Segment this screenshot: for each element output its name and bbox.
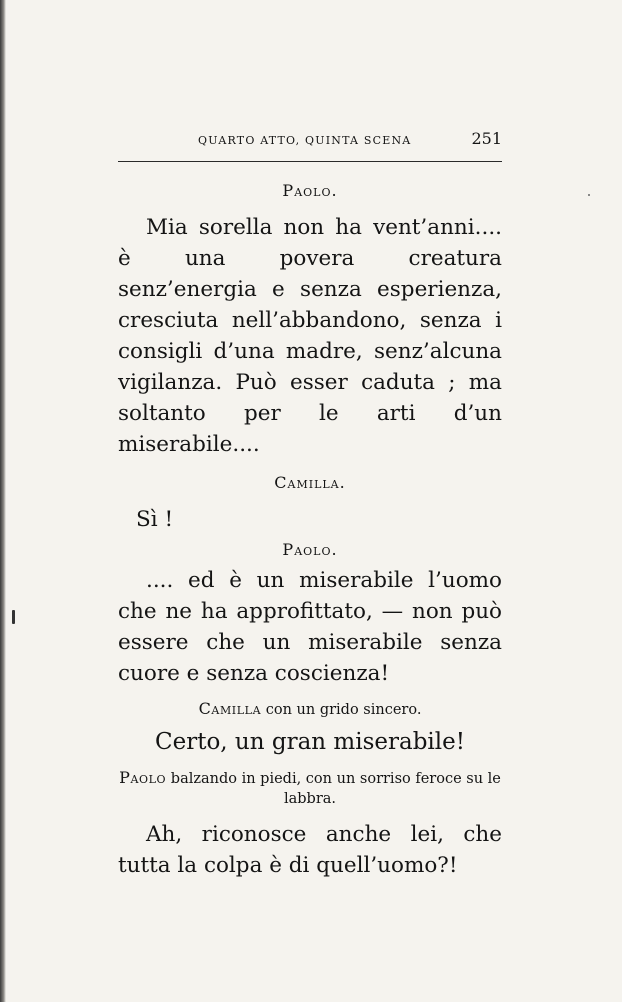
play-text bbox=[118, 172, 502, 881]
speech-text: Ah, riconosce anche lei, che tutta la colpa è di quell’uomo?! bbox=[118, 822, 502, 878]
page-spine-edge bbox=[0, 0, 6, 1002]
page-number: 251 bbox=[471, 129, 502, 148]
speech-text: Mia sorella non ha vent’anni.... è una povera creatura senz’energia e senza esperienza, cresciuta nell’abbandono, senza i consigli d’una madre, senz’alcuna vigilanza. Può esser caduta ; ma soltanto per le arti d’un miserabile.... bbox=[118, 215, 502, 457]
stage-speaker: Camilla bbox=[198, 699, 262, 718]
speaker-name: Paolo. bbox=[282, 540, 338, 559]
print-speck bbox=[588, 194, 590, 196]
speech-text: .... ed è un miserabile l’uomo che ne ha approfittato, — non può essere che un miserabile senza cuore e senza coscienza! bbox=[118, 568, 502, 686]
running-head bbox=[118, 131, 502, 153]
speech-text: Certo, un gran miserabile! bbox=[155, 729, 465, 755]
speaker-name: Camilla. bbox=[274, 473, 346, 492]
stage-speaker: Paolo bbox=[119, 768, 167, 787]
stage-direction bbox=[118, 768, 502, 809]
print-speck bbox=[12, 610, 15, 624]
header-rule bbox=[118, 161, 502, 162]
stage-direction-text: balzando in piedi, con un sorriso feroce su le labbra. bbox=[166, 771, 501, 807]
stage-direction-text: con un grido sincero. bbox=[261, 702, 422, 718]
speech-text: Sì ! bbox=[136, 507, 174, 532]
running-title: QUARTO ATTO, QUINTA SCENA bbox=[198, 134, 412, 147]
stage-direction bbox=[118, 699, 502, 720]
speaker-name: Paolo. bbox=[282, 181, 338, 200]
